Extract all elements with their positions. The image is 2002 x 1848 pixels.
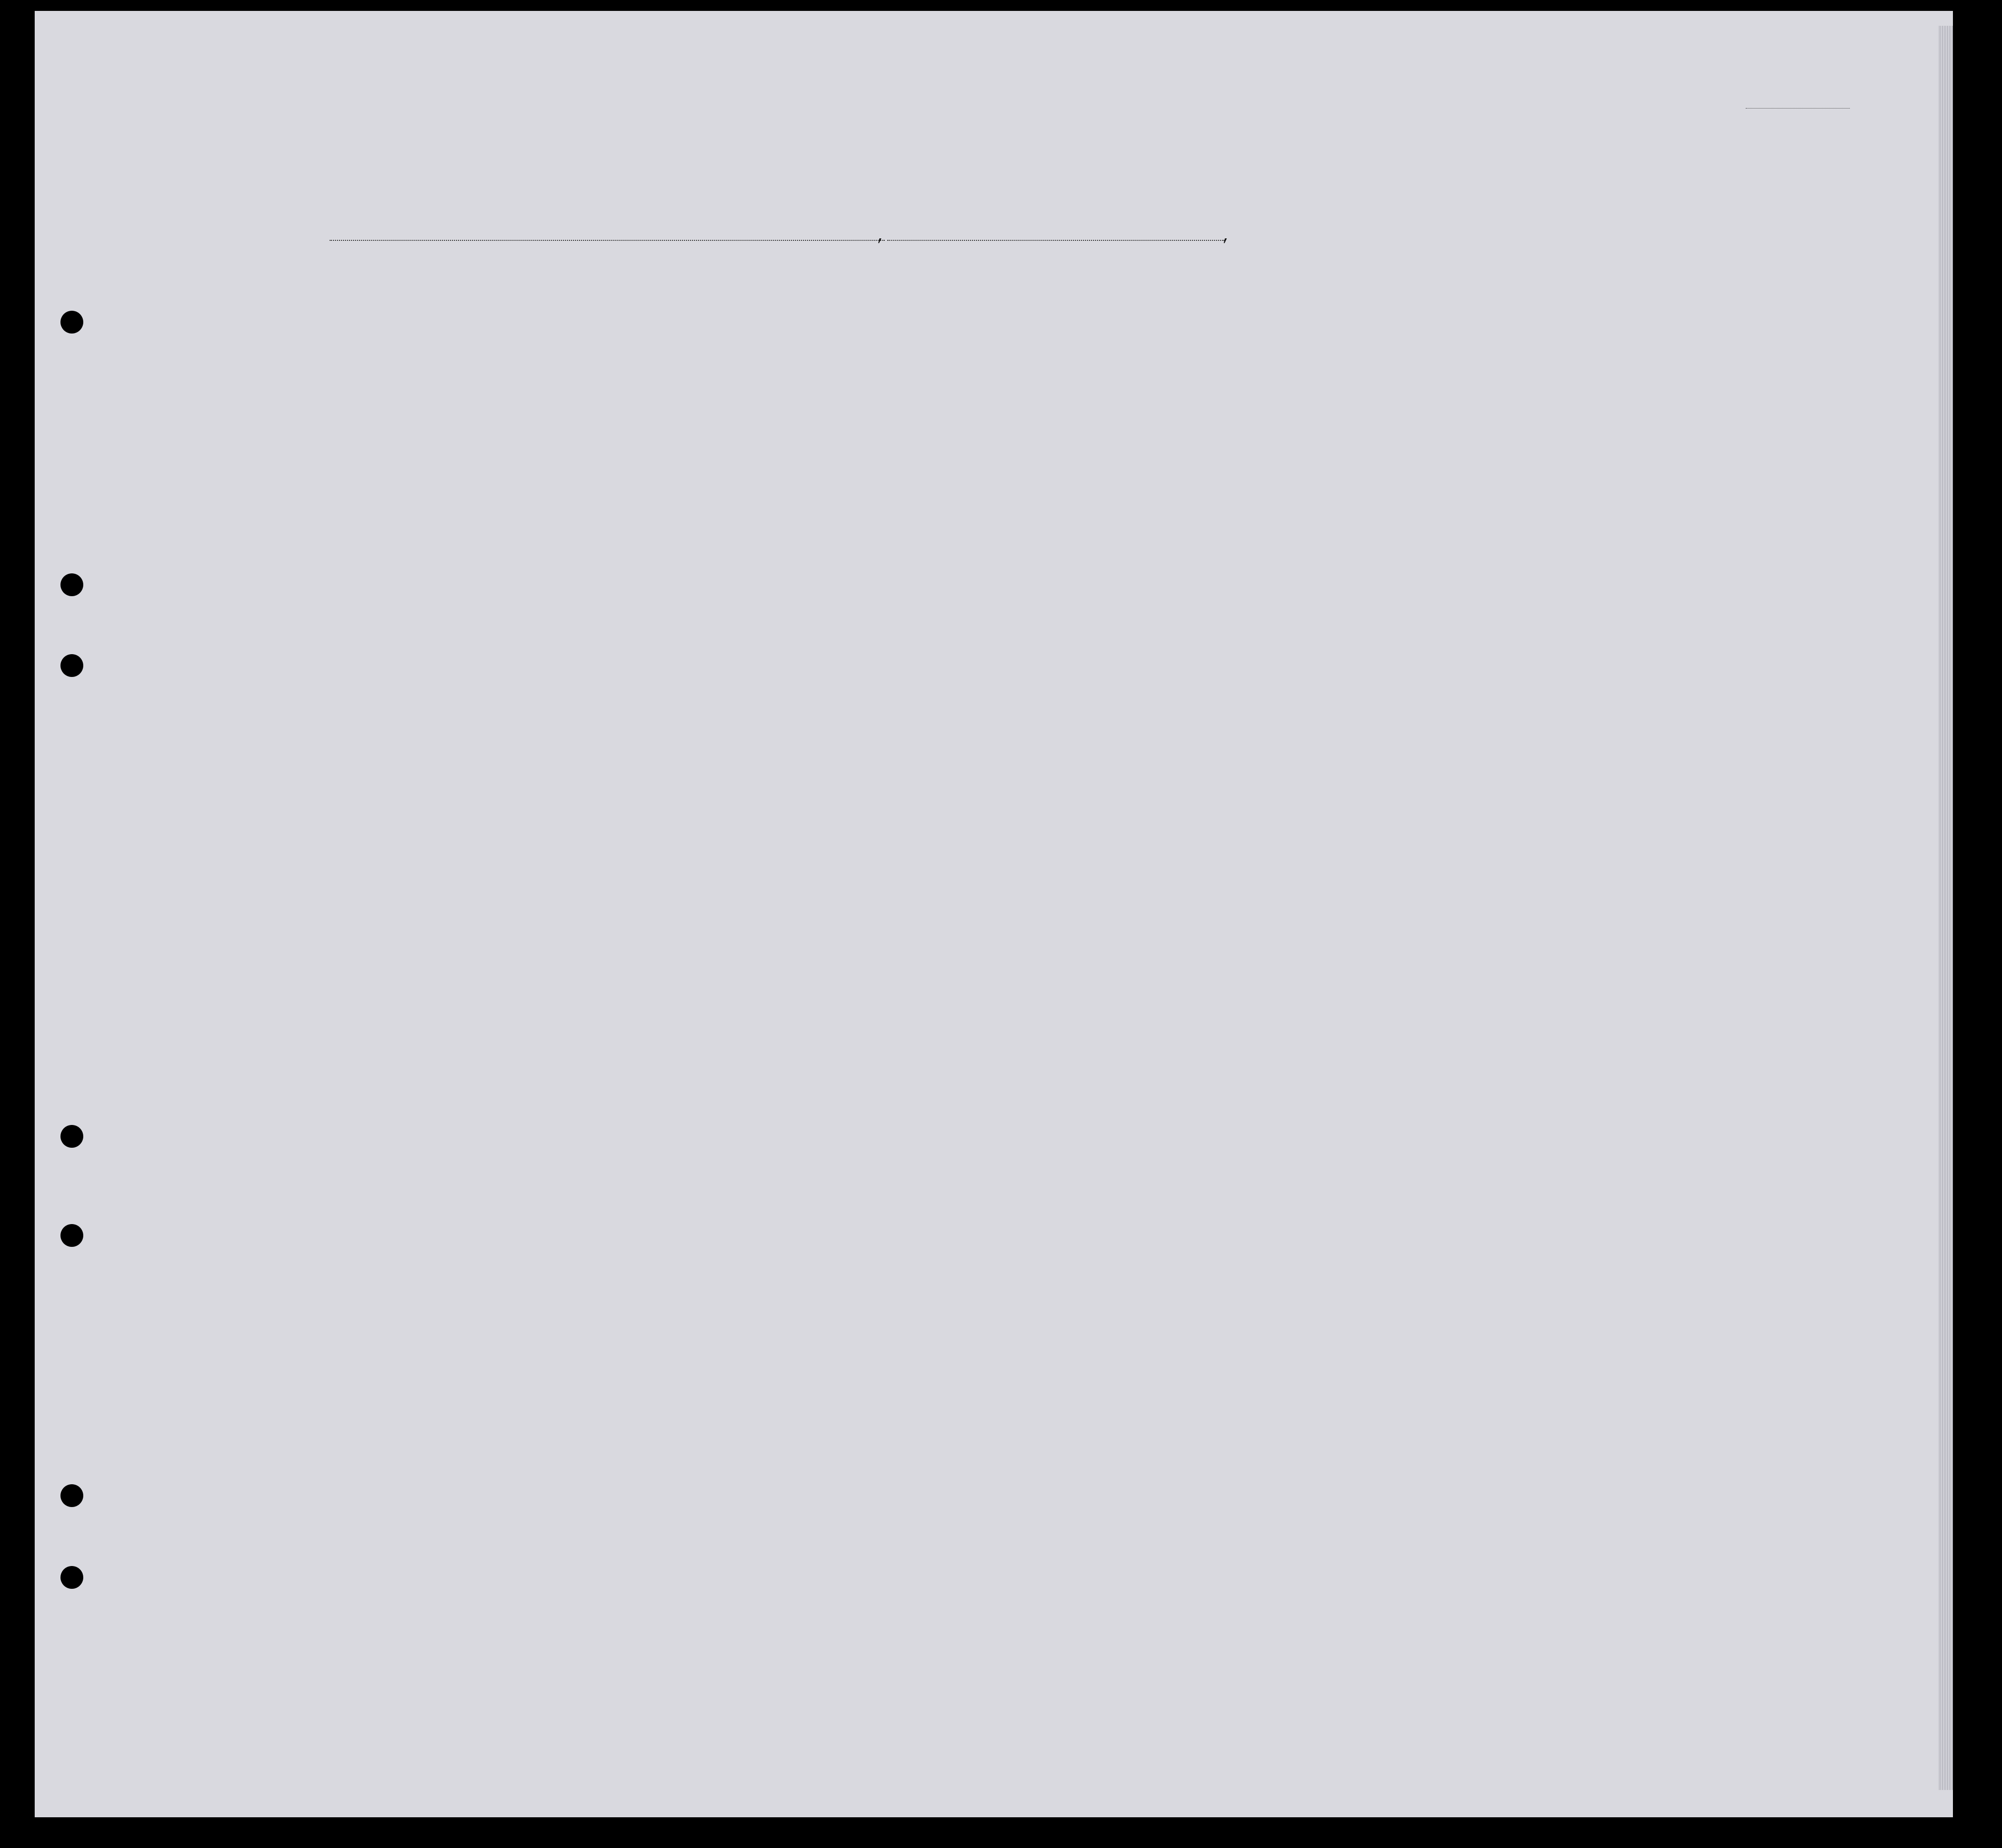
binder-hole bbox=[60, 573, 83, 596]
header-col-28 bbox=[1410, 313, 1470, 447]
manifest-grid bbox=[35, 11, 1953, 1676]
header-col-24-a bbox=[1200, 350, 1235, 447]
binder-hole bbox=[60, 311, 83, 334]
header-col-34-inches bbox=[1713, 378, 1735, 447]
header-col-31 bbox=[1542, 313, 1563, 447]
binder-hole bbox=[60, 1484, 83, 1507]
binder-hole bbox=[60, 1125, 83, 1148]
header-col-30 bbox=[1519, 313, 1541, 447]
binder-hole bbox=[60, 1566, 83, 1589]
header-col-24-b bbox=[1236, 350, 1272, 447]
header-col-19 bbox=[605, 303, 637, 432]
comma-2: , bbox=[1222, 228, 1231, 245]
header-col-25 bbox=[1312, 313, 1359, 447]
header-col-26 bbox=[1360, 313, 1386, 447]
binder-hole bbox=[60, 654, 83, 677]
header-col-27 bbox=[1387, 313, 1409, 447]
header-col-21 bbox=[733, 301, 765, 432]
comma-1: , bbox=[876, 228, 886, 245]
header-col-34-feet bbox=[1689, 378, 1711, 447]
binder-hole bbox=[60, 1224, 83, 1247]
header-col-24-c bbox=[1273, 350, 1309, 447]
header-col-29 bbox=[1471, 313, 1518, 447]
manifest-sheet bbox=[35, 11, 1953, 1817]
